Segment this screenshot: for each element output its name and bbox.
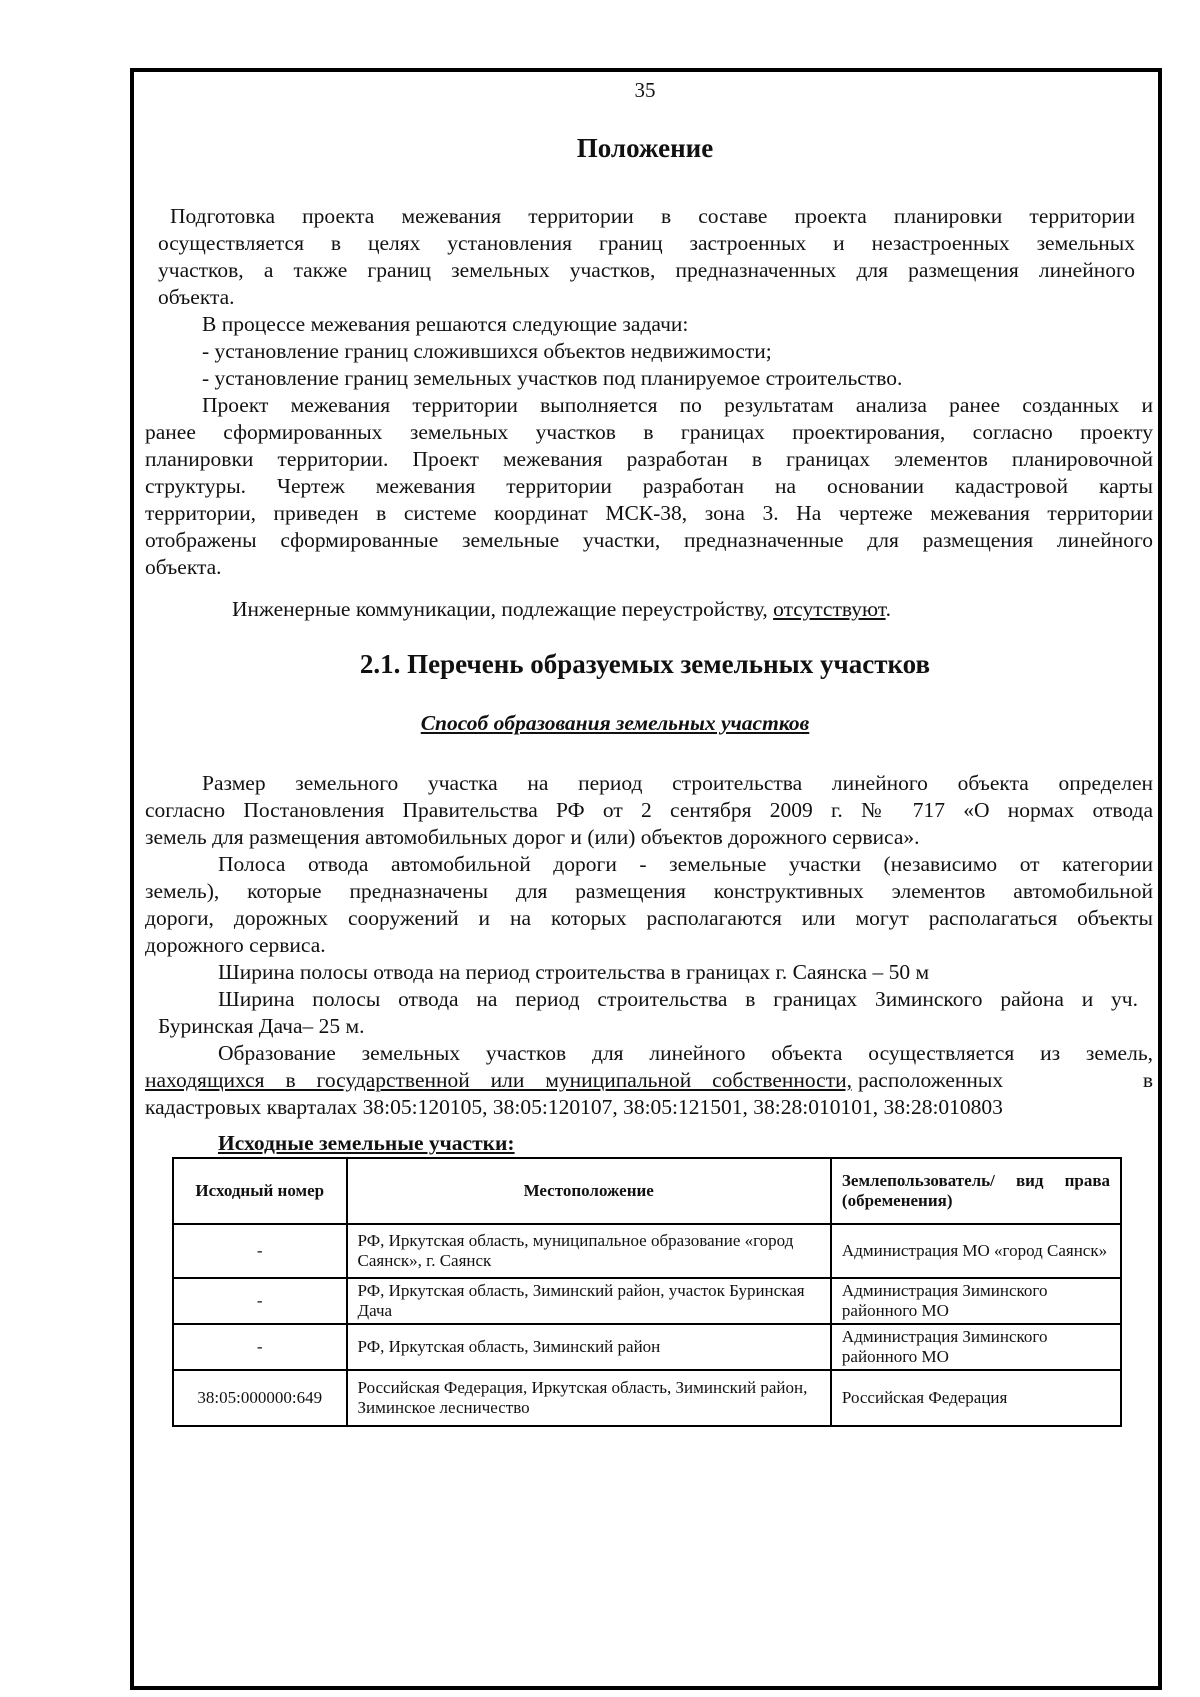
paragraph-line: дороги, дорожных сооружений и на которых располагаются или могут располагаться объекты [145, 906, 1153, 930]
tasks-intro: В процессе межевания решаются следующие задачи: [202, 312, 689, 336]
cell-user: Администрация Зиминского районного МО [831, 1278, 1121, 1324]
paragraph-line: согласно Постановления Правительства РФ от 2 сентября 2009 г. № 717 «О нормах отвода [145, 798, 1153, 822]
width-statement: Ширина полосы отвода на период строительства в границах Зиминского района и уч. [218, 987, 1138, 1011]
paragraph-line: структуры. Чертеж межевания территории разработан на основании кадастровой карты [145, 474, 1153, 498]
utilities-prefix: Инженерные коммуникации, подлежащие переустройству, [232, 597, 774, 621]
width-statement: Ширина полосы отвода на период строительства в границах г. Саянска – 50 м [218, 960, 930, 984]
paragraph-line: участков, а также границ земельных участков, предназначенных для размещения линейного [158, 258, 1135, 282]
task-item: - установление границ земельных участков под планируемое строительство. [202, 366, 903, 390]
source-parcels-table [172, 1157, 1122, 1427]
cell-user: Администрация Зиминского районного МО [831, 1324, 1121, 1370]
paragraph-line: отображены сформированные земельные участки, предназначенные для размещения линейного [145, 528, 1153, 552]
paragraph-line: Подготовка проекта межевания территории в составе проекта планировки территории [170, 204, 1135, 228]
utilities-status: отсутствуют [773, 597, 886, 621]
paragraph-line: Полоса отвода автомобильной дороги - земельные участки (независимо от категории [218, 852, 1153, 876]
cell-location: РФ, Иркутская область, Зиминский район, участок Буринская Дача [347, 1278, 831, 1324]
paragraph-line: ранее сформированных земельных участков в границах проектирования, согласно проекту [145, 420, 1153, 444]
ownership-underlined: находящихся в государственной или муниципальной собственности, [145, 1068, 852, 1092]
cell-user: Российская Федерация [831, 1370, 1121, 1426]
table-heading: Исходные земельные участки: [218, 1131, 515, 1155]
column-header-number: Исходный номер [173, 1158, 347, 1224]
table-row [173, 1224, 1121, 1278]
table-row [173, 1324, 1121, 1370]
page-number: 35 [634, 78, 656, 102]
page-title: Положение [576, 133, 714, 163]
width-statement: Буринская Дача– 25 м. [158, 1014, 365, 1038]
paragraph-line: объекта. [158, 285, 235, 309]
cell-number: - [173, 1278, 347, 1324]
paragraph-line: Образование земельных участков для линейного объекта осуществляется из земель, [218, 1041, 1153, 1065]
paragraph-line: объекта. [145, 555, 222, 579]
paragraph-line: кадастровых кварталах 38:05:120105, 38:05:120107, 38:05:121501, 38:28:010101, 38:28:010803 [145, 1095, 1003, 1119]
paragraph-line: планировки территории. Проект межевания разработан в границах элементов планировочной [145, 447, 1153, 471]
paragraph-line: Размер земельного участка на период строительства линейного объекта определен [202, 771, 1153, 795]
cell-location: РФ, Иркутская область, Зиминский район [347, 1324, 831, 1370]
section-heading: 2.1. Перечень образуемых земельных участков [359, 649, 931, 679]
cell-number: - [173, 1224, 347, 1278]
paragraph-line: дорожного сервиса. [145, 933, 326, 957]
paragraph-line [145, 1067, 1153, 1094]
section-subheading: Способ образования земельных участков [420, 711, 810, 735]
table-row [173, 1370, 1121, 1426]
table-header-row [173, 1158, 1121, 1224]
paragraph-line: земель для размещения автомобильных дорог и (или) объектов дорожного сервиса». [145, 825, 920, 849]
utilities-statement [232, 596, 891, 623]
ownership-rest: расположенных в [858, 1068, 1153, 1092]
column-header-location: Местоположение [347, 1158, 831, 1224]
paragraph-line: осуществляется в целях установления границ застроенных и незастроенных земельных [158, 231, 1135, 255]
paragraph-line: территории, приведен в системе координат МСК-38, зона 3. На чертеже межевания территории [145, 501, 1153, 525]
cell-location: РФ, Иркутская область, муниципальное образование «город Саянск», г. Саянск [347, 1224, 831, 1278]
column-header-user: Землепользователь/ вид права (обременения) [831, 1158, 1121, 1224]
paragraph-line: Проект межевания территории выполняется по результатам анализа ранее созданных и [202, 393, 1153, 417]
cell-user: Администрация МО «город Саянск» [831, 1224, 1121, 1278]
cell-number: 38:05:000000:649 [173, 1370, 347, 1426]
cell-number: - [173, 1324, 347, 1370]
utilities-suffix: . [885, 597, 891, 621]
cell-location: Российская Федерация, Иркутская область, Зиминский район, Зиминское лесничество [347, 1370, 831, 1426]
paragraph-line: земель), которые предназначены для размещения конструктивных элементов автомобильной [145, 879, 1153, 903]
task-item: - установление границ сложившихся объектов недвижимости; [202, 339, 772, 363]
table-row [173, 1278, 1121, 1324]
